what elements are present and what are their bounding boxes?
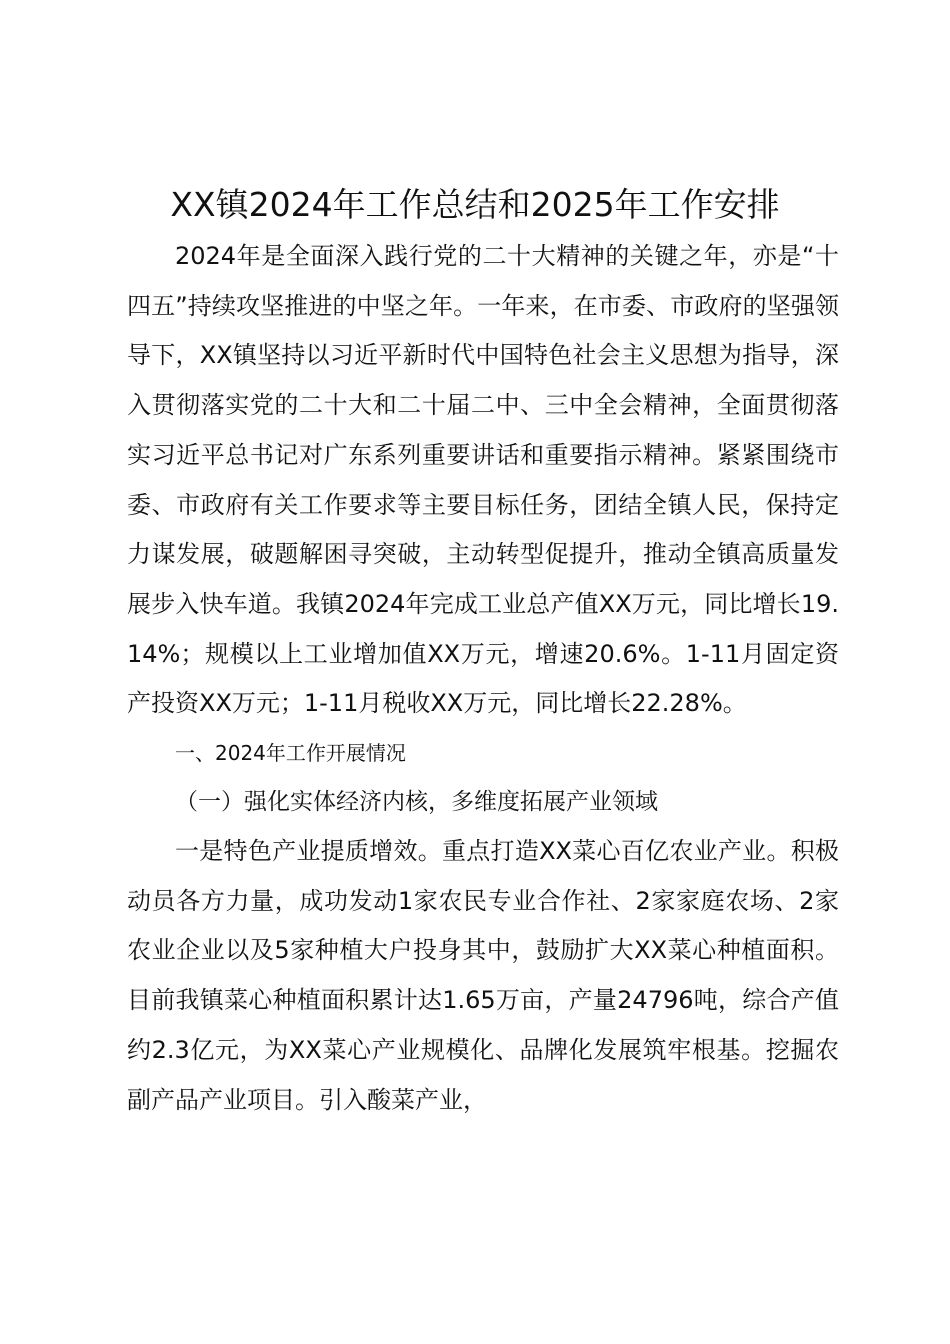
subsection-paragraph: 一是特色产业提质增效。重点打造XX菜心百亿农业产业。积极动员各方力量，成功发动1家农民专业合作社、2家家庭农场、2家农业企业以及5家种植大户投身其中，鼓励扩大XX菜心种植面积。目前我镇菜心种植面积累计达1.65万亩，产量24796吨，综合产值约2.3亿元，为XX菜心产业规模化、品牌化发展筑牢根基。挖掘农副产品产业项目。引入酸菜产业，: [127, 837, 839, 1114]
section-heading: 一、2024年工作开展情况: [175, 741, 406, 766]
intro-paragraph: 2024年是全面深入践行党的二十大精神的关键之年，亦是“十四五”持续攻坚推进的中坚之年。一年来，在市委、市政府的坚强领导下，XX镇坚持以习近平新时代中国特色社会主义思想为指导，深入贯彻落实党的二十大和二十届二中、三中全会精神，全面贯彻落实习近平总书记对广东系列重要讲话和重要指示精神。紧紧围绕市委、市政府有关工作要求等主要目标任务，团结全镇人民，保持定力谋发展，破题解困寻突破，主动转型促提升，推动全镇高质量发展步入快车道。我镇2024年完成工业总产值XX万元，同比增长19.14%；规模以上工业增加值XX万元，增速20.6%。1-11月固定资产投资XX万元；1-11月税收XX万元，同比增长22.28%。: [127, 242, 839, 718]
subsection-heading: （一）强化实体经济内核，多维度拓展产业领域: [175, 789, 658, 816]
document-title: XX镇2024年工作总结和2025年工作安排: [170, 185, 780, 224]
document-body: [127, 232, 839, 1125]
